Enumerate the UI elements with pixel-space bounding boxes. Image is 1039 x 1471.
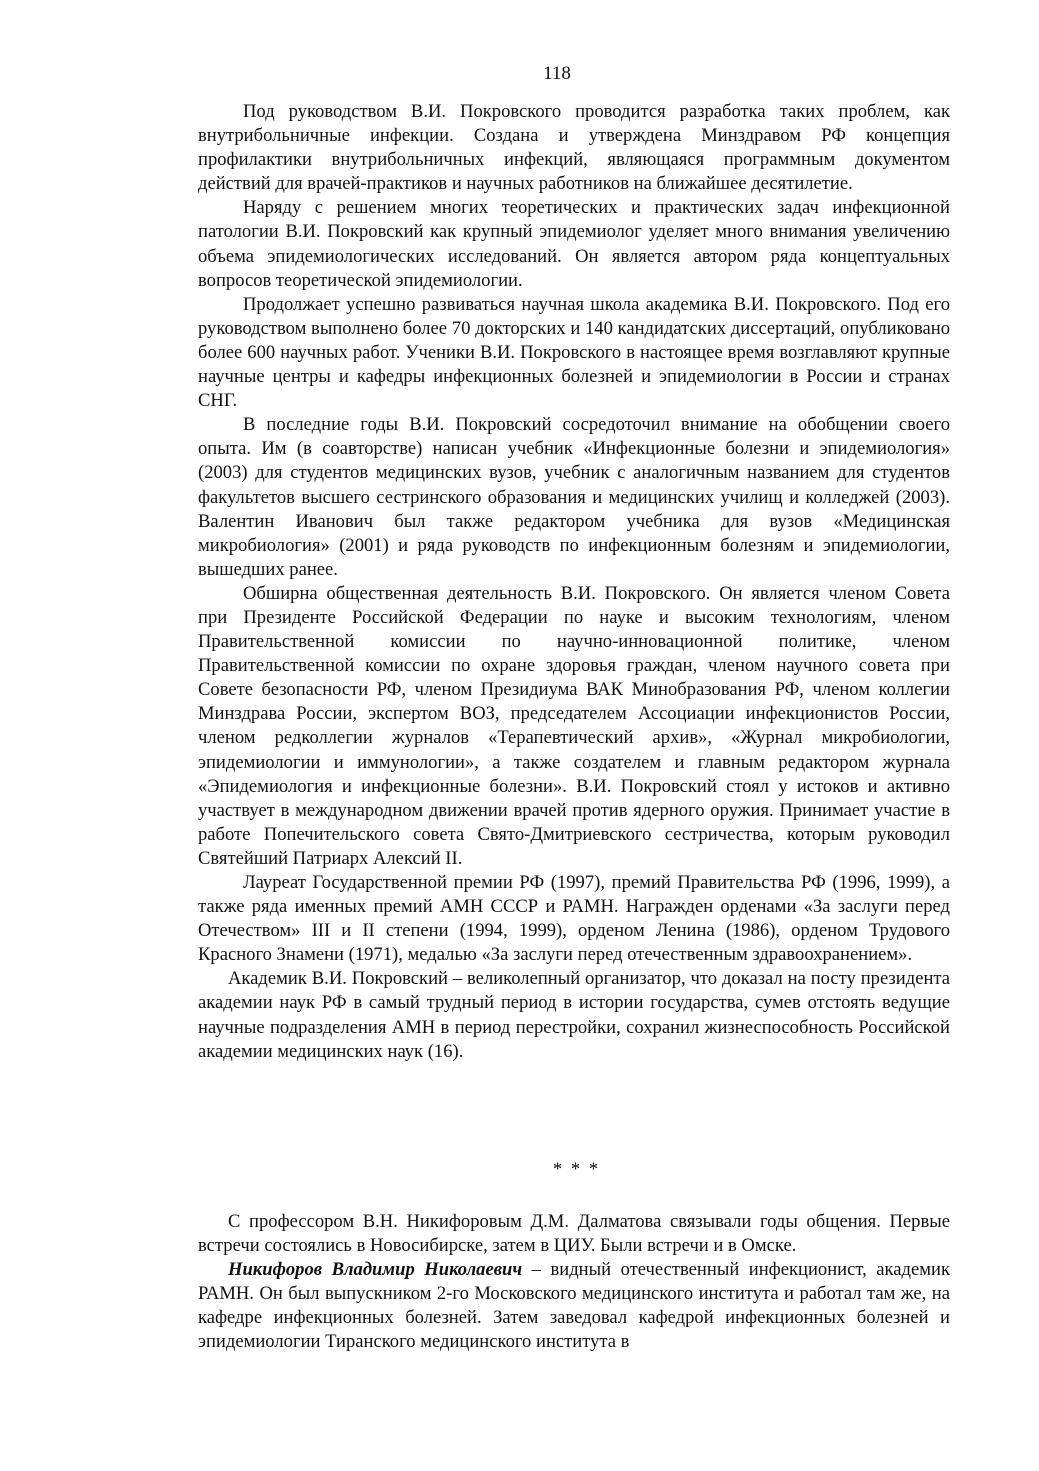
paragraph-research-problems: Под руководством В.И. Покровского проводится разработка таких проблем, как внутрибольничные инфекции. Создана и утверждена Минздравом РФ концепция профилактики внутрибольничных инфекций, являющаяся программным документом действий для врачей-практиков и научных работников на ближайшее десятилетие. <box>198 101 950 195</box>
paragraph-nikiforov <box>198 1258 950 1354</box>
page-number: 118 <box>543 63 571 84</box>
second-text-block <box>198 1210 950 1355</box>
main-text-block <box>198 100 950 1064</box>
paragraph-epidemiology-studies: Наряду с решением многих теоретических и практических задач инфекционной патологии В.И. Покровский как крупный эпидемиолог уделяет много внимания увеличению объема эпидемиологических исследований. Он является автором ряда концептуальных вопросов теоретической эпидемиологии. <box>198 197 950 291</box>
paragraph-textbooks: В последние годы В.И. Покровский сосредоточил внимание на обобщении своего опыта. Им (в соавторстве) написан учебник «Инфекционные болезни и эпидемиология» (2003) для студентов медицинских вузов, учебник с аналогичным названием для студентов факультетов высшего сестринского образования и медицинских училищ и колледжей (2003). Валентин Иванович был также редактором учебника для вузов «Медицинская микробиология» (2001) и ряда руководств по инфекционным болезням и эпидемиологии, вышедших ранее. <box>198 414 950 580</box>
person-name-emphasis: Никифоров Владимир Николаевич <box>228 1259 523 1281</box>
paragraph-meetings: С профессором В.Н. Никифоровым Д.М. Далматова связывали годы общения. Первые встречи состоялись в Новосибирске, затем в ЦИУ. Были встречи и в Омске. <box>198 1211 950 1257</box>
paragraph-organizer: Академик В.И. Покровский – великолепный организатор, что доказал на посту президента академии наук РФ в самый трудный период в истории государства, сумев отстоять ведущие научные подразделения АМН в период перестройки, сохранил жизнеспособность Российской академии медицинских наук (16). <box>198 968 950 1062</box>
section-separator: * * * <box>552 1159 601 1180</box>
paragraph-nikiforov-text: – видный отечественный инфекционист, академик РАМН. Он был выпускником 2-го Московского медицинского института и работал там же, на кафедре инфекционных болезней. Затем заведовал кафедрой инфекционных болезней и эпидемиологии Тиранского медицинского института в <box>198 1259 950 1353</box>
paragraph-scientific-school: Продолжает успешно развиваться научная школа академика В.И. Покровского. Под его руководством выполнено более 70 докторских и 140 кандидатских диссертаций, опубликовано более 600 научных работ. Ученики В.И. Покровского в настоящее время возглавляют крупные научные центры и кафедры инфекционных болезней и эпидемиологии в России и странах СНГ. <box>198 293 950 412</box>
paragraph-public-activity: Обширна общественная деятельность В.И. Покровского. Он является членом Совета при Президенте Российской Федерации по науке и высоким технологиям, членом Правительственной комиссии по научно-инновационной политике, членом Правительственной комиссии по охране здоровья граждан, членом научного совета при Совете безопасности РФ, членом Президиума ВАК Минобразования РФ, членом коллегии Минздрава России, экспертом ВОЗ, председателем Ассоциации инфекционистов России, членом редколлегии журналов «Терапевтический архив», «Журнал микробиологии, эпидемиологии и иммунологии», а также создателем и главным редактором журнала «Эпидемиология и инфекционные болезни». В.И. Покровский стоял у истоков и активно участвует в международном движении врачей против ядерного оружия. Принимает участие в работе Попечительского совета Свято-Дмитриевского сестричества, которым руководил Святейший Патриарх Алексий II. <box>198 582 950 869</box>
paragraph-awards: Лауреат Государственной премии РФ (1997), премий Правительства РФ (1996, 1999), а также ряда именных премий АМН СССР и РАМН. Награжден орденами «За заслуги перед Отечеством» III и II степени (1994, 1999), орденом Ленина (1986), орденом Трудового Красного Знамени (1971), медалью «За заслуги перед отечественным здравоохранением». <box>198 872 950 966</box>
